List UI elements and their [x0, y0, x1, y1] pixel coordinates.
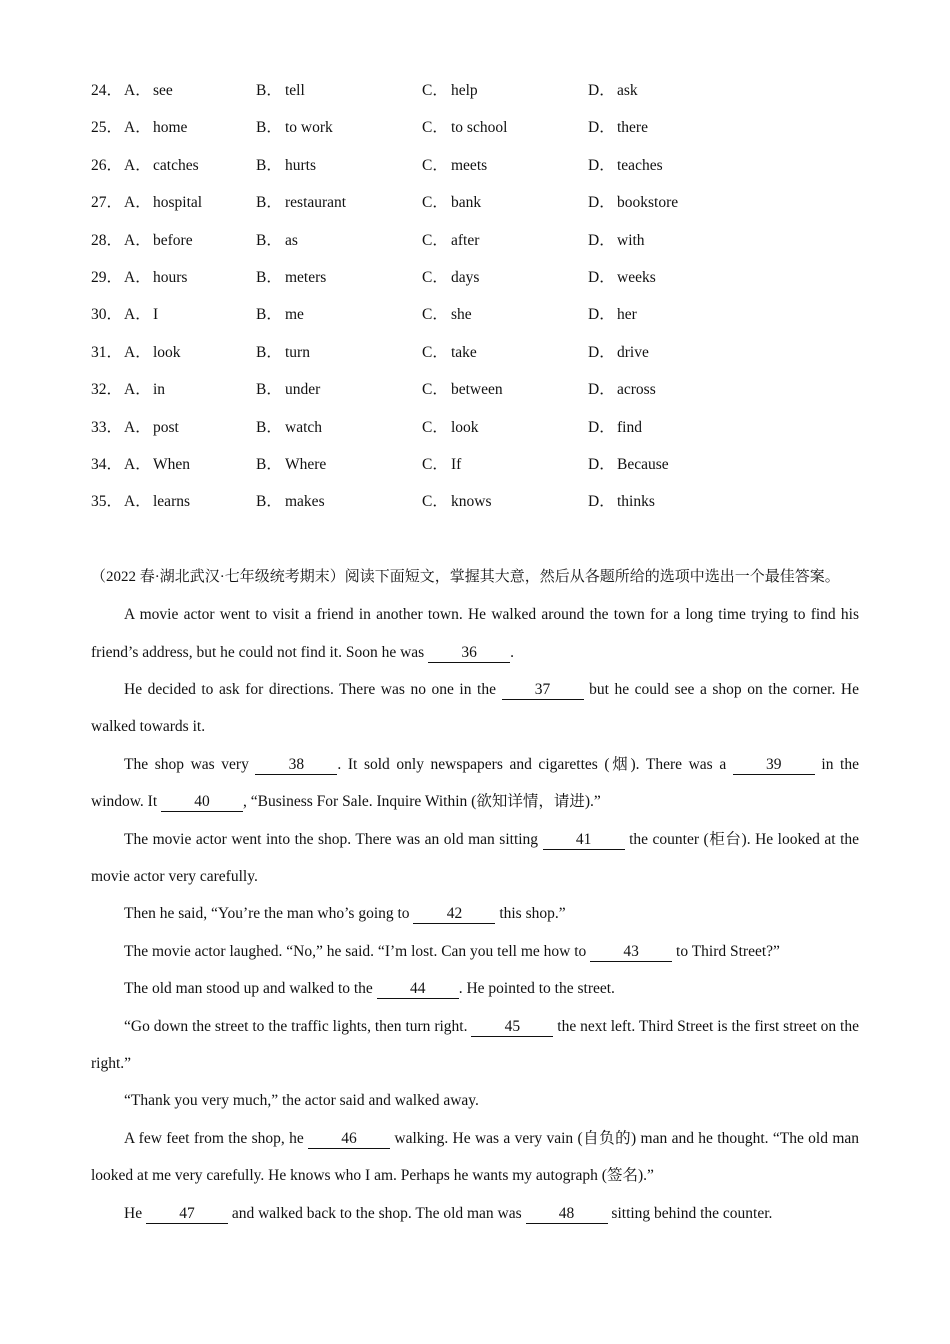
- option-letter: C．: [422, 82, 448, 99]
- question-number: 29．: [91, 268, 123, 286]
- option-b: [256, 147, 316, 184]
- option-c: [422, 296, 472, 333]
- option-letter: A．: [124, 493, 151, 511]
- option-letter: D．: [588, 119, 615, 137]
- option-text: between: [451, 381, 503, 399]
- option-letter: D．: [588, 343, 615, 361]
- passage-text: . He pointed to the street.: [458, 980, 615, 998]
- question-number: 31．: [91, 343, 123, 361]
- answer-blank[interactable]: 44: [377, 980, 459, 999]
- option-row: [91, 483, 859, 520]
- option-text: before: [153, 231, 193, 249]
- option-b: [256, 409, 322, 446]
- option-c: [422, 184, 481, 221]
- option-text: knows: [451, 493, 492, 511]
- passage-paragraph: [91, 970, 859, 1007]
- passage-text: A few feet from the shop, he: [124, 1129, 309, 1147]
- option-letter: D．: [588, 268, 615, 286]
- passage-text: to Third Street?”: [672, 942, 780, 960]
- question-number: 25．: [91, 119, 123, 137]
- option-b: [256, 184, 346, 221]
- answer-blank[interactable]: 39: [733, 756, 815, 775]
- option-a: [124, 222, 193, 259]
- option-text: she: [451, 306, 472, 324]
- passage-text: the next left. Third Street is the first street on the right.”: [91, 1017, 859, 1072]
- option-text: me: [285, 306, 304, 324]
- option-letter: B．: [256, 493, 282, 511]
- option-letter: D．: [588, 418, 615, 436]
- option-text: post: [153, 418, 179, 436]
- option-text: find: [617, 418, 642, 436]
- option-text: look: [451, 418, 479, 436]
- question-number: 24．: [91, 82, 123, 99]
- passage-text: this shop.”: [495, 905, 566, 923]
- option-text: When: [153, 455, 191, 473]
- option-letter: A．: [124, 82, 151, 99]
- answer-blank[interactable]: 36: [428, 644, 510, 663]
- option-text: Because: [617, 455, 669, 473]
- option-d: [588, 296, 637, 333]
- option-a: [124, 446, 190, 483]
- option-letter: C．: [422, 119, 448, 137]
- passage-paragraph: [91, 1120, 859, 1195]
- passage-paragraph: [91, 895, 859, 932]
- option-a: [124, 296, 158, 333]
- option-text: days: [451, 268, 480, 286]
- option-a: [124, 259, 187, 296]
- option-row: [91, 222, 859, 259]
- option-text: ask: [617, 82, 638, 99]
- option-b: [256, 259, 326, 296]
- option-row: [91, 72, 859, 109]
- option-letter: A．: [124, 119, 151, 137]
- option-letter: B．: [256, 381, 282, 399]
- question-number: 28．: [91, 231, 123, 249]
- option-letter: A．: [124, 455, 151, 473]
- option-letter: B．: [256, 231, 282, 249]
- option-text: take: [451, 343, 477, 361]
- option-letter: C．: [422, 231, 448, 249]
- option-text: learns: [153, 493, 191, 511]
- answer-blank[interactable]: 37: [502, 681, 584, 700]
- option-text: Where: [285, 455, 327, 473]
- option-b: [256, 483, 325, 520]
- option-text: meets: [451, 156, 488, 174]
- option-text: help: [451, 82, 478, 99]
- passage-text: He decided to ask for directions. There was no one in the: [124, 680, 502, 698]
- option-text: home: [153, 119, 188, 137]
- option-letter: B．: [256, 156, 282, 174]
- option-text: with: [617, 231, 645, 249]
- option-text: as: [285, 231, 298, 249]
- answer-blank[interactable]: 42: [413, 905, 495, 924]
- answer-blank[interactable]: 40: [161, 793, 243, 812]
- option-c: [422, 259, 479, 296]
- passage-text: the counter (柜台). He looked at the movie actor very carefully.: [91, 830, 860, 885]
- option-d: [588, 259, 656, 296]
- answer-blank[interactable]: 48: [526, 1205, 608, 1224]
- option-c: [422, 483, 491, 520]
- passage-paragraph: [91, 1082, 859, 1119]
- option-d: [588, 72, 638, 109]
- option-letter: D．: [588, 455, 615, 473]
- option-letter: D．: [588, 381, 615, 399]
- option-d: [588, 147, 663, 184]
- passage-paragraph: [91, 1008, 859, 1083]
- passage-text: and walked back to the shop. The old man was: [227, 1204, 526, 1222]
- option-text: under: [285, 381, 321, 399]
- option-letter: D．: [588, 194, 615, 212]
- option-c: [422, 334, 477, 371]
- section-intro: （2022 春·湖北武汉·七年级统考期末）阅读下面短文，掌握其大意，然后从各题所给的选项中选出一个最佳答案。: [91, 568, 840, 585]
- option-row: [91, 147, 859, 184]
- option-text: makes: [285, 493, 325, 511]
- option-text: hospital: [153, 194, 203, 212]
- option-letter: B．: [256, 343, 282, 361]
- option-letter: C．: [422, 194, 448, 212]
- option-letter: A．: [124, 343, 151, 361]
- option-d: [588, 483, 655, 520]
- passage-text: . It sold only newspapers and cigarettes (烟). There was a: [337, 755, 733, 773]
- answer-blank[interactable]: 47: [146, 1205, 228, 1224]
- option-letter: D．: [588, 156, 615, 174]
- passage-text: Then he said, “You’re the man who’s going to: [124, 905, 414, 923]
- option-letter: D．: [588, 306, 615, 324]
- answer-blank[interactable]: 41: [543, 831, 625, 850]
- option-a: [124, 184, 202, 221]
- option-letter: C．: [422, 268, 448, 286]
- option-letter: A．: [124, 268, 151, 286]
- option-row: [91, 259, 859, 296]
- option-text: in: [153, 381, 166, 399]
- option-a: [124, 334, 181, 371]
- passage-paragraph: [91, 596, 859, 671]
- option-letter: A．: [124, 194, 151, 212]
- option-text: see: [153, 82, 173, 99]
- passage-text: walking. He was a very vain (自负的) man and he thought. “The old man looked at me very carefully. He knows who I am. Perhaps he wants my autograph (签名).”: [91, 1129, 860, 1185]
- option-letter: C．: [422, 455, 448, 473]
- option-letter: C．: [422, 156, 448, 174]
- question-number: 34．: [91, 455, 123, 473]
- question-number: 32．: [91, 381, 123, 399]
- option-letter: C．: [422, 493, 448, 511]
- option-c: [422, 147, 487, 184]
- option-a: [124, 147, 199, 184]
- passage-paragraph: [91, 746, 859, 821]
- option-letter: D．: [588, 231, 615, 249]
- answer-blank[interactable]: 46: [308, 1130, 390, 1149]
- passage-text: , “Business For Sale. Inquire Within (欲知详情，请进).”: [243, 793, 601, 811]
- option-letter: A．: [124, 381, 151, 399]
- option-letter: B．: [256, 268, 282, 286]
- option-text: hurts: [285, 156, 316, 174]
- option-d: [588, 222, 645, 259]
- question-number: 33．: [91, 418, 123, 436]
- option-row: [91, 296, 859, 333]
- option-row: [91, 446, 859, 483]
- document-page: [91, 72, 859, 1232]
- option-text: watch: [285, 418, 323, 436]
- passage-text: A movie actor went to visit a friend in another town. He walked around the town for a long time trying to find his friend’s address, but he could not find it. Soon he was: [91, 606, 859, 661]
- passage-text: sitting behind the counter.: [607, 1204, 773, 1222]
- option-text: to school: [451, 119, 508, 137]
- option-b: [256, 371, 320, 408]
- passage-text: “Thank you very much,” the actor said and walked away.: [124, 1092, 479, 1110]
- question-number: 27．: [91, 194, 123, 212]
- option-a: [124, 109, 187, 146]
- option-b: [256, 446, 326, 483]
- option-letter: A．: [124, 418, 151, 436]
- passage-text: The movie actor laughed. “No,” he said. “I’m lost. Can you tell me how to: [124, 942, 591, 960]
- option-text: after: [451, 231, 480, 249]
- passage-paragraph: [91, 1195, 859, 1232]
- option-text: meters: [285, 268, 327, 286]
- answer-blank[interactable]: 38: [255, 756, 337, 775]
- passage-paragraph: [91, 933, 859, 970]
- option-b: [256, 222, 298, 259]
- option-text: turn: [285, 343, 310, 361]
- option-letter: B．: [256, 82, 282, 99]
- passage-text: The shop was very: [124, 755, 256, 773]
- option-letter: C．: [422, 381, 448, 399]
- option-a: [124, 409, 179, 446]
- option-b: [256, 109, 333, 146]
- option-text: I: [153, 306, 159, 324]
- option-text: there: [617, 119, 648, 137]
- question-number: 35．: [91, 493, 123, 511]
- option-text: across: [617, 381, 656, 399]
- option-letter: B．: [256, 455, 282, 473]
- option-text: thinks: [617, 493, 655, 511]
- option-row: [91, 334, 859, 371]
- option-c: [422, 371, 503, 408]
- option-d: [588, 184, 678, 221]
- option-row: [91, 184, 859, 221]
- option-b: [256, 72, 305, 109]
- option-text: If: [451, 455, 462, 473]
- option-text: her: [617, 306, 637, 324]
- answer-blank[interactable]: 43: [590, 943, 672, 962]
- option-letter: A．: [124, 156, 151, 174]
- option-c: [422, 109, 507, 146]
- passage-text: but he could see a shop on the corner. He walked towards it.: [91, 680, 859, 736]
- answer-blank[interactable]: 45: [471, 1018, 553, 1037]
- passage-text: The old man stood up and walked to the: [124, 980, 377, 998]
- question-number: 30．: [91, 306, 123, 324]
- option-text: hours: [153, 268, 188, 286]
- option-letter: C．: [422, 418, 448, 436]
- option-text: drive: [617, 343, 649, 361]
- option-row: [91, 409, 859, 446]
- passage: [91, 596, 859, 1232]
- option-text: bank: [451, 194, 482, 212]
- option-d: [588, 446, 669, 483]
- option-b: [256, 334, 310, 371]
- option-c: [422, 409, 479, 446]
- option-text: restaurant: [285, 194, 347, 212]
- passage-text: The movie actor went into the shop. There was an old man sitting: [124, 830, 543, 848]
- option-letter: B．: [256, 119, 282, 137]
- option-letter: A．: [124, 231, 151, 249]
- question-number: 26．: [91, 156, 123, 174]
- option-d: [588, 334, 649, 371]
- option-a: [124, 72, 173, 109]
- option-c: [422, 222, 479, 259]
- passage-paragraph: [91, 821, 859, 896]
- option-b: [256, 296, 304, 333]
- passage-text: in the window. It: [91, 755, 859, 811]
- option-text: look: [153, 343, 181, 361]
- option-letter: B．: [256, 194, 282, 212]
- option-d: [588, 109, 648, 146]
- option-letter: A．: [124, 306, 151, 324]
- option-text: teaches: [617, 156, 663, 174]
- option-letter: B．: [256, 306, 282, 324]
- passage-text: He: [124, 1204, 146, 1222]
- passage-text: .: [510, 643, 514, 661]
- option-d: [588, 409, 642, 446]
- passage-text: “Go down the street to the traffic lights, then turn right.: [124, 1017, 472, 1035]
- option-c: [422, 446, 461, 483]
- option-row: [91, 109, 859, 146]
- option-d: [588, 371, 656, 408]
- option-letter: B．: [256, 418, 282, 436]
- passage-paragraph: [91, 671, 859, 746]
- option-letter: C．: [422, 306, 448, 324]
- option-text: weeks: [617, 268, 656, 286]
- option-text: tell: [285, 82, 305, 99]
- option-c: [422, 72, 478, 109]
- option-row: [91, 371, 859, 408]
- option-text: catches: [153, 156, 199, 174]
- options-list: [91, 72, 859, 521]
- option-text: bookstore: [617, 194, 679, 212]
- option-a: [124, 371, 165, 408]
- option-letter: D．: [588, 493, 615, 511]
- option-letter: C．: [422, 343, 448, 361]
- option-a: [124, 483, 190, 520]
- option-letter: D．: [588, 82, 615, 99]
- option-text: to work: [285, 119, 333, 137]
